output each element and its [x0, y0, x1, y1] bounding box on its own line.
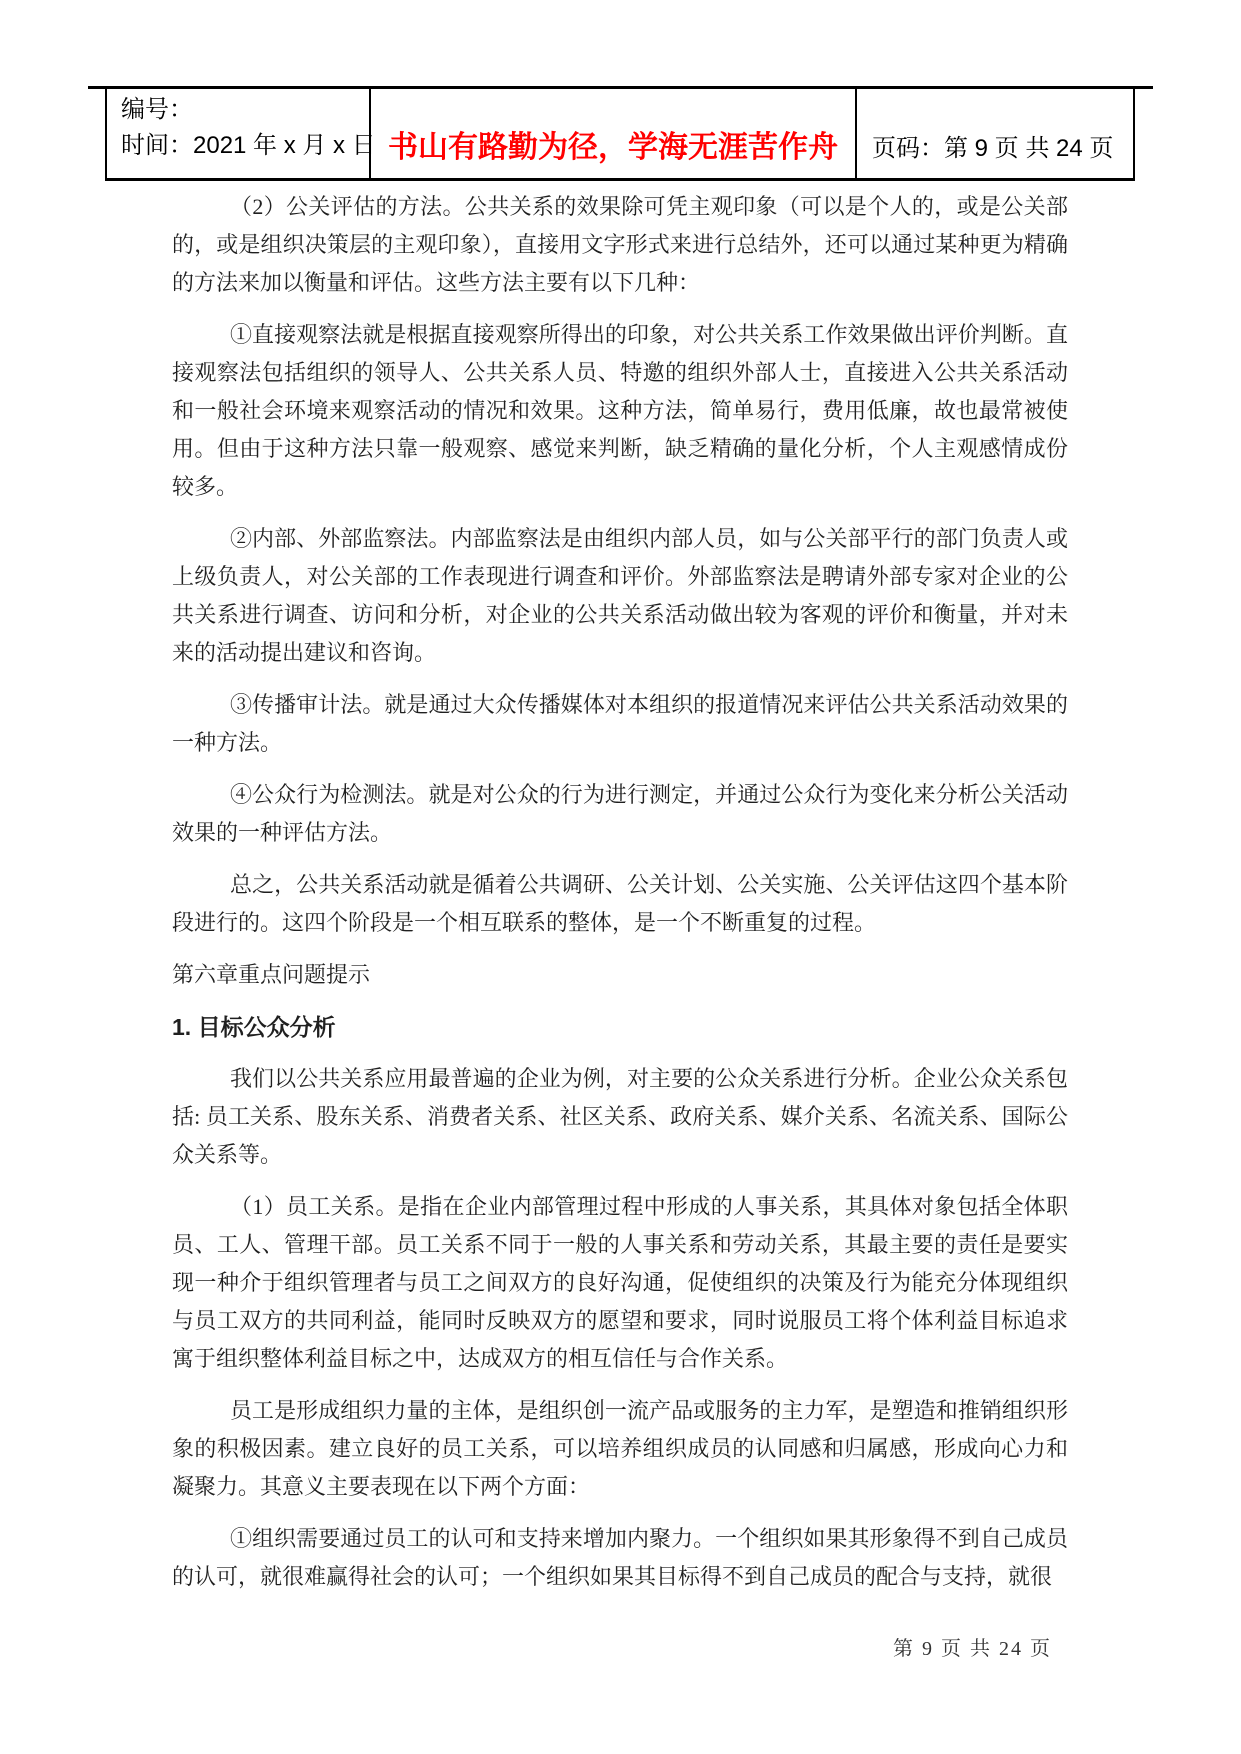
- footer-page-info: 第 9 页 共 24 页: [893, 1638, 1052, 1660]
- document-body: [172, 188, 1068, 1596]
- header-page-cell: [857, 89, 1133, 178]
- body-paragraph: 员工是形成组织力量的主体，是组织创一流产品或服务的主力军，是塑造和推销组织形象的积极因素。建立良好的员工关系，可以培养组织成员的认同感和归属感，形成向心力和凝聚力。其意义主要表现在以下两个方面：: [172, 1398, 1068, 1499]
- header-page-label: 页码：第 9 页 共 24 页: [872, 135, 1114, 162]
- header-table: [105, 89, 1135, 181]
- chapter-note: 第六章重点问题提示: [172, 962, 371, 987]
- doc-time-label: 时间：2021 年 x 月 x 日: [121, 132, 376, 159]
- body-paragraph: 我们以公共关系应用最普遍的企业为例，对主要的公众关系进行分析。企业公众关系包括: 员工关系、股东关系、消费者关系、社区关系、政府关系、媒介关系、名流关系、国际公众关系等。: [172, 1066, 1068, 1167]
- body-paragraph: （1）员工关系。是指在企业内部管理过程中形成的人事关系，其具体对象包括全体职员、工人、管理干部。员工关系不同于一般的人事关系和劳动关系，其最主要的责任是要实现一种介于组织管理者与员工之间双方的良好沟通，促使组织的决策及行为能充分体现组织与员工双方的共同利益，能同时反映双方的愿望和要求，同时说服员工将个体利益目标追求寓于组织整体利益目标之中，达成双方的相互信任与合作关系。: [172, 1194, 1068, 1371]
- header-slogan-cell: [369, 89, 857, 178]
- body-paragraph: （2）公关评估的方法。公共关系的效果除可凭主观印象（可以是个人的，或是公关部的，或是组织决策层的主观印象），直接用文字形式来进行总结外，还可以通过某种更为精确的方法来加以衡量和评估。这些方法主要有以下几种：: [172, 194, 1068, 295]
- body-paragraph: ①直接观察法就是根据直接观察所得出的印象，对公共关系工作效果做出评价判断。直接观察法包括组织的领导人、公共关系人员、特邀的组织外部人士，直接进入公共关系活动和一般社会环境来观察活动的情况和效果。这种方法，简单易行，费用低廉，故也最常被使用。但由于这种方法只靠一般观察、感觉来判断，缺乏精确的量化分析，个人主观感情成份较多。: [172, 322, 1068, 499]
- header-meta-cell: [107, 89, 376, 178]
- body-paragraph: ①组织需要通过员工的认可和支持来增加内聚力。一个组织如果其形象得不到自己成员的认可，就很难赢得社会的认可；一个组织如果其目标得不到自己成员的配合与支持，就很: [172, 1526, 1068, 1589]
- page-footer: [893, 1632, 1052, 1661]
- header-slogan: 书山有路勤为径，学海无涯苦作舟: [388, 131, 838, 164]
- body-paragraph: 总之，公共关系活动就是循着公共调研、公关计划、公关实施、公关评估这四个基本阶段进行的。这四个阶段是一个相互联系的整体，是一个不断重复的过程。: [172, 872, 1068, 935]
- doc-number-label: 编号：: [121, 96, 193, 123]
- body-paragraph: ③传播审计法。就是通过大众传播媒体对本组织的报道情况来评估公共关系活动效果的一种方法。: [172, 692, 1068, 755]
- section-heading: 1. 目标公众分析: [172, 1014, 336, 1040]
- body-paragraph: ②内部、外部监察法。内部监察法是由组织内部人员，如与公关部平行的部门负责人或上级负责人，对公关部的工作表现进行调查和评价。外部监察法是聘请外部专家对企业的公共关系进行调查、访问和分析，对企业的公共关系活动做出较为客观的评价和衡量，并对未来的活动提出建议和咨询。: [172, 526, 1068, 665]
- body-paragraph: ④公众行为检测法。就是对公众的行为进行测定，并通过公众行为变化来分析公关活动效果的一种评估方法。: [172, 782, 1068, 845]
